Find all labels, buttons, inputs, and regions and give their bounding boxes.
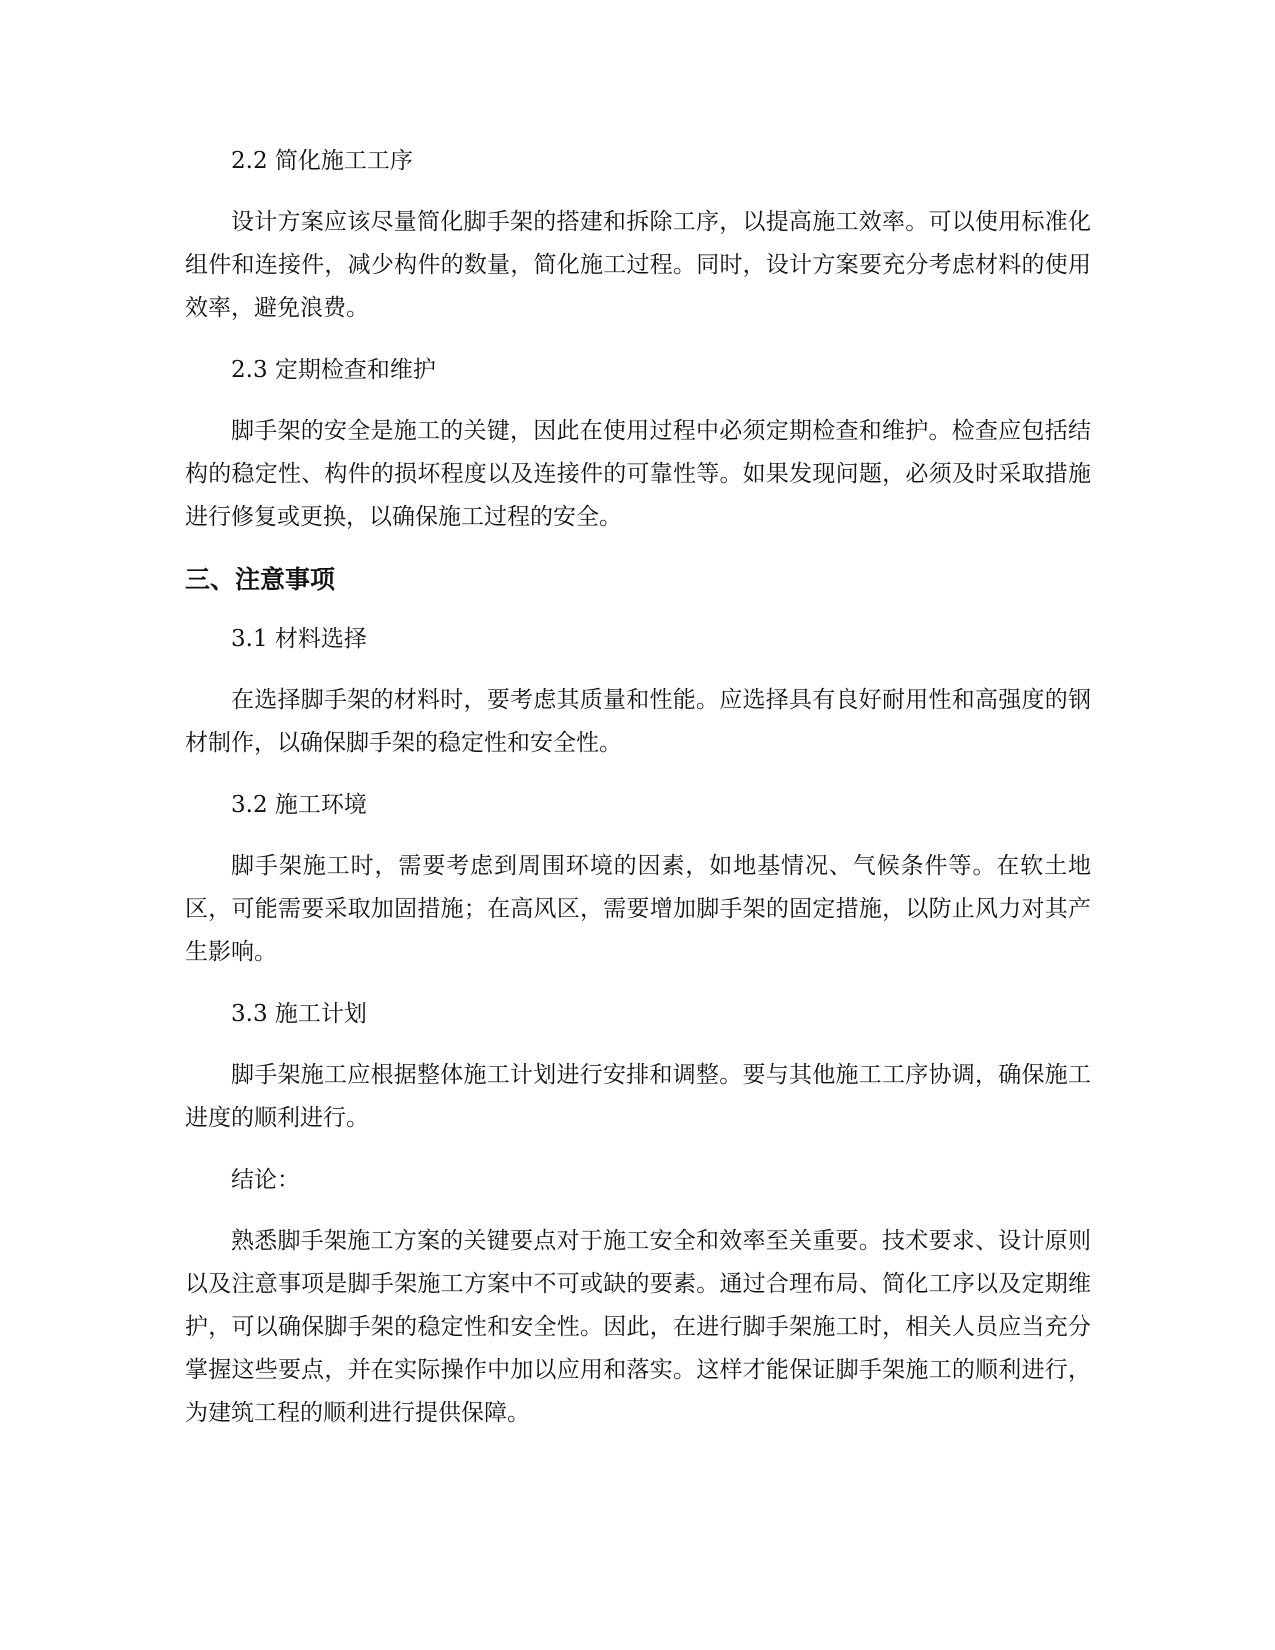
paragraph-conclusion: 熟悉脚手架施工方案的关键要点对于施工安全和效率至关重要。技术要求、设计原则以及注意事项是脚手架施工方案中不可或缺的要素。通过合理布局、简化工序以及定期维护，可以确保脚手架的稳定性和安全性。因此，在进行脚手架施工时，相关人员应当充分掌握这些要点，并在实际操作中加以应用和落实。这样才能保证脚手架施工的顺利进行，为建筑工程的顺利进行提供保障。 — [185, 1228, 1091, 1426]
paragraph-construction-plan: 脚手架施工应根据整体施工计划进行安排和调整。要与其他施工工序协调，确保施工进度的顺利进行。 — [185, 1062, 1091, 1131]
section-heading-notes: 三、注意事项 — [185, 565, 336, 594]
paragraph-construction-environment: 脚手架施工时，需要考虑到周围环境的因素，如地基情况、气候条件等。在软土地区，可能需要采取加固措施；在高风区，需要增加脚手架的固定措施，以防止风力对其产生影响。 — [185, 853, 1091, 965]
paragraph-simplify-process: 设计方案应该尽量简化脚手架的搭建和拆除工序，以提高施工效率。可以使用标准化组件和连接件，减少构件的数量，简化施工过程。同时，设计方案要充分考虑材料的使用效率，避免浪费。 — [185, 209, 1091, 321]
subsection-title-3-1: 3.1 材料选择 — [231, 626, 367, 652]
paragraph-material-selection: 在选择脚手架的材料时，要考虑其质量和性能。应选择具有良好耐用性和高强度的钢材制作，以确保脚手架的稳定性和安全性。 — [185, 687, 1091, 756]
conclusion-label: 结论： — [231, 1167, 300, 1193]
document-body — [185, 140, 1091, 1454]
subsection-title-2-2: 2.2 简化施工工序 — [231, 148, 413, 174]
subsection-title-2-3: 2.3 定期检查和维护 — [231, 357, 436, 383]
paragraph-inspection-maintenance: 脚手架的安全是施工的关键，因此在使用过程中必须定期检查和维护。检查应包括结构的稳定性、构件的损坏程度以及连接件的可靠性等。如果发现问题，必须及时采取措施进行修复或更换，以确保施工过程的安全。 — [185, 418, 1091, 530]
subsection-title-3-2: 3.2 施工环境 — [231, 792, 367, 818]
subsection-title-3-3: 3.3 施工计划 — [231, 1001, 367, 1027]
